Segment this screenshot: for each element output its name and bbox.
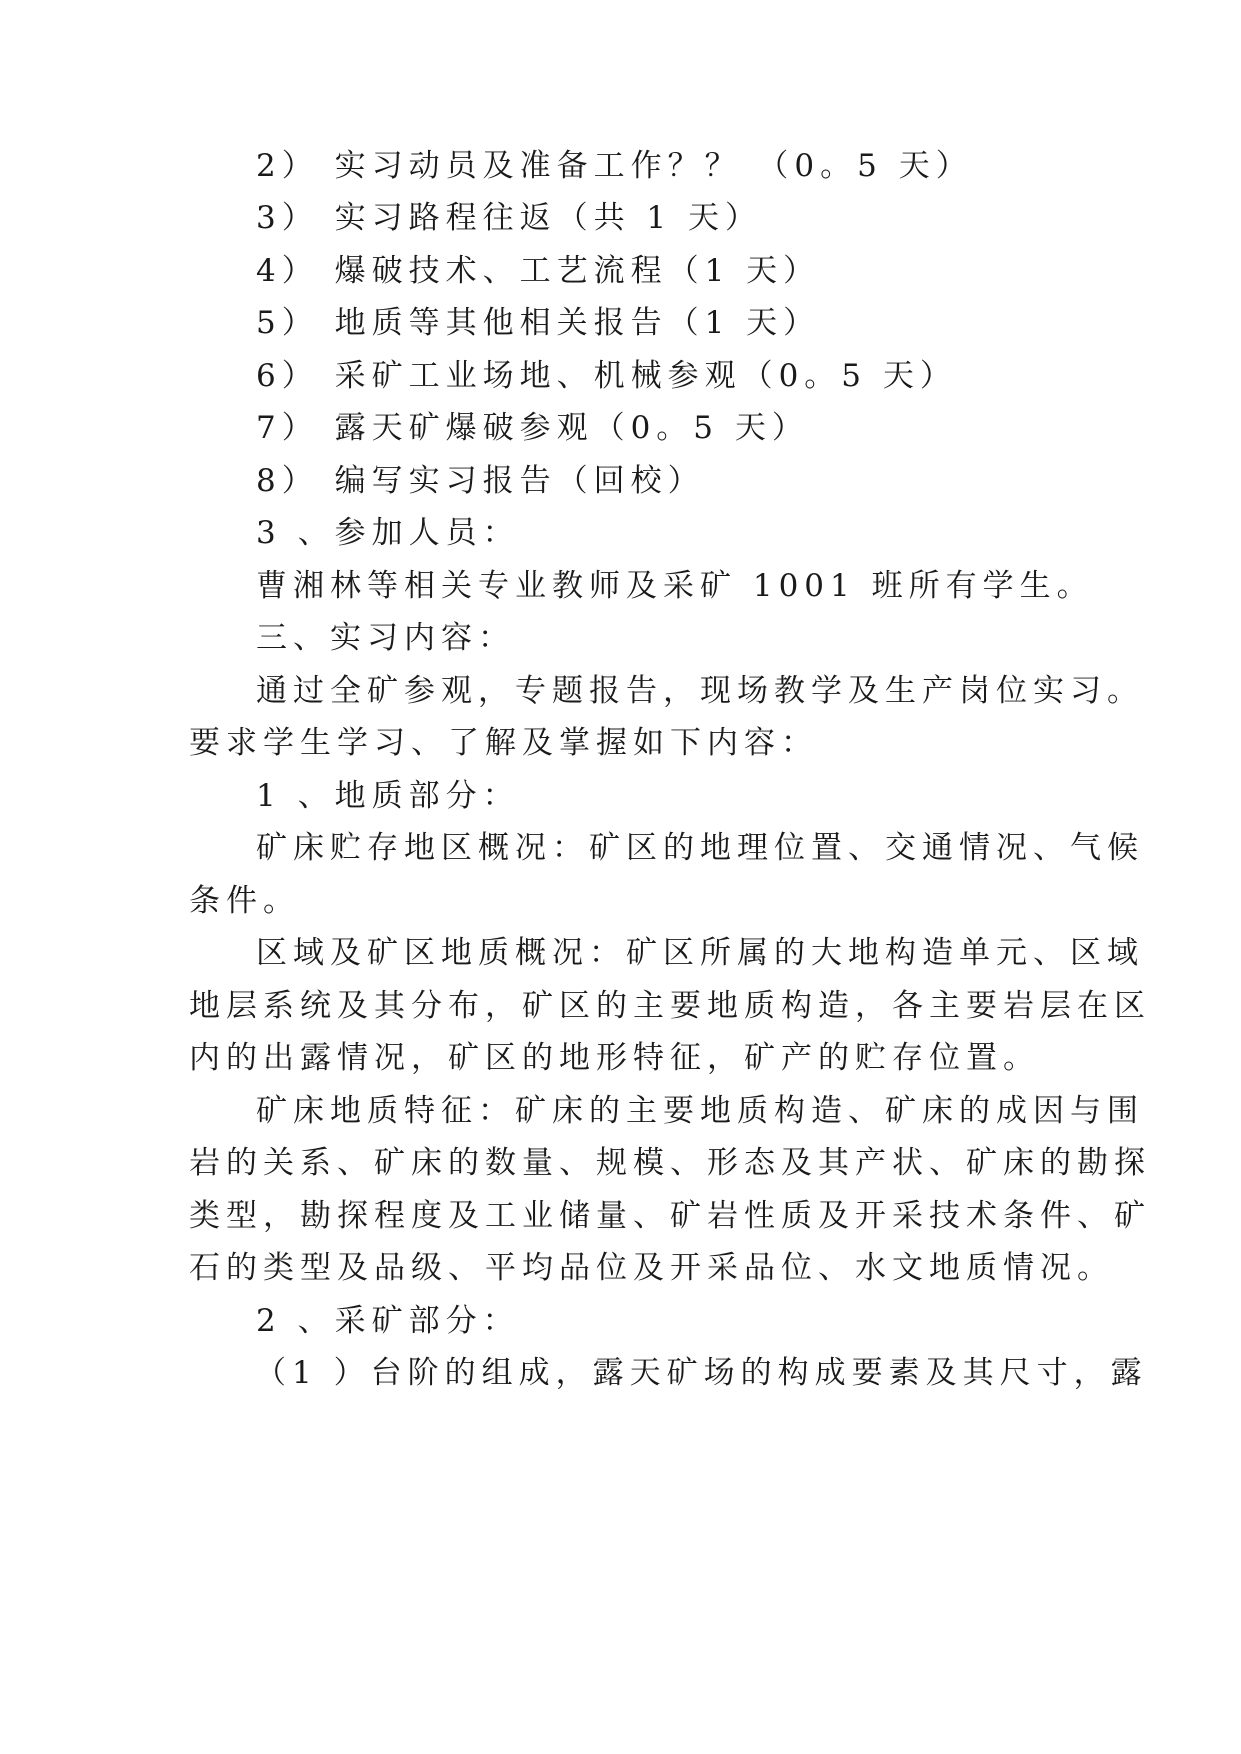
geology-para3-line-1: 矿床地质特征：矿床的主要地质构造、矿床的成因与围 bbox=[256, 1093, 1144, 1129]
geology-para3-line-3: 类型，勘探程度及工业储量、矿岩性质及开采技术条件、矿 bbox=[189, 1198, 1151, 1234]
geology-heading: 1 、地质部分： bbox=[256, 778, 520, 814]
participants-text: 曹湘林等相关专业教师及采矿 1001 班所有学生。 bbox=[256, 568, 1094, 604]
mining-item-1: （1 ）台阶的组成，露天矿场的构成要素及其尺寸，露 bbox=[255, 1355, 1148, 1391]
mining-heading: 2 、采矿部分： bbox=[256, 1303, 520, 1339]
geology-para1-line-2: 条件。 bbox=[189, 883, 300, 919]
schedule-item-3: 3） 实习路程往返（共 1 天） bbox=[256, 200, 763, 236]
geology-para3-line-2: 岩的关系、矿床的数量、规模、形态及其产状、矿床的勘探 bbox=[189, 1145, 1151, 1181]
geology-para3-line-4: 石的类型及品级、平均品位及开采品位、水文地质情况。 bbox=[189, 1250, 1114, 1286]
content-heading: 三、实习内容： bbox=[256, 620, 515, 656]
geology-para2-line-1: 区域及矿区地质概况：矿区所属的大地构造单元、区域 bbox=[256, 935, 1144, 971]
schedule-item-5: 5） 地质等其他相关报告（1 天） bbox=[256, 305, 821, 341]
schedule-item-4: 4） 爆破技术、工艺流程（1 天） bbox=[256, 253, 821, 289]
schedule-item-2: 2） 实习动员及准备工作？？ （0。5 天） bbox=[256, 148, 973, 184]
content-intro-line-1: 通过全矿参观，专题报告，现场教学及生产岗位实习。 bbox=[256, 673, 1144, 709]
geology-para2-line-3: 内的出露情况，矿区的地形特征，矿产的贮存位置。 bbox=[189, 1040, 1040, 1076]
content-intro-line-2: 要求学生学习、了解及掌握如下内容： bbox=[189, 725, 818, 761]
schedule-item-7: 7） 露天矿爆破参观（0。5 天） bbox=[256, 410, 809, 446]
schedule-item-6: 6） 采矿工业场地、机械参观（0。5 天） bbox=[256, 358, 957, 394]
schedule-item-8: 8） 编写实习报告（回校） bbox=[256, 463, 705, 499]
participants-heading: 3 、参加人员： bbox=[256, 515, 520, 551]
geology-para2-line-2: 地层系统及其分布，矿区的主要地质构造，各主要岩层在区 bbox=[189, 988, 1151, 1024]
geology-para1-line-1: 矿床贮存地区概况：矿区的地理位置、交通情况、气候 bbox=[256, 830, 1144, 866]
